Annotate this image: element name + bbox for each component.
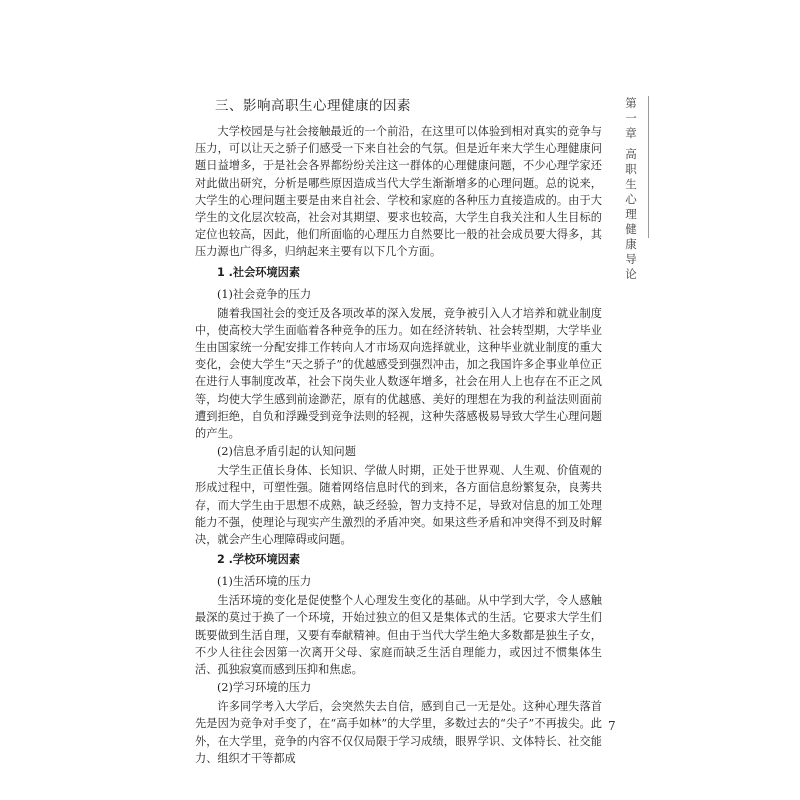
paragraph: 随着我国社会的变迁及各项改革的深入发展，竞争被引入人才培养和就业制度中，使高校大学生面临着各种竞争的压力。如在经济转轨、社会转型期，大学毕业生由国家统一分配安排工作转向人才市场双向选择就业，这种毕业就业制度的重大变化，会使大学生“天之骄子”的优越感受到强烈冲击，加之我国许多企事业单位正在进行人事制度改革，社会下岗失业人数逐年增多，社会在用人上也存在不正之风等，均使大学生感到前途渺茫，原有的优越感、美好的理想在为我的利益法则面前遭到拒绝，自负和浮躁受到竞争法则的轻视，这种失落感极易导致大学生心理问题的产生。 (195, 306, 602, 441)
page-body (195, 95, 602, 767)
paragraph: 大学校园是与社会接触最近的一个前沿，在这里可以体验到相对真实的竞争与压力，可以让天之骄子们感受一下来自社会的气氛。但是近年来大学生心理健康问题日益增多，于是社会各界都纷纷关注这一群体的心理健康问题，不少心理学家还对此做出研究，分析是哪些原因造成当代大学生渐渐增多的心理问题。总的说来，大学生的心理问题主要是由来自社会、学校和家庭的各种压力直接造成的。由于大学生的文化层次较高，社会对其期望、要求也较高，大学生自我关注和人生目标的定位也较高，因此，他们所面临的心理压力自然要比一般的社会成员要大得多，其压力源也广得多，归纳起来主要有以下几个方面。 (195, 125, 602, 259)
sub-subsection-heading: (1)生活环境的压力 (217, 575, 312, 589)
subsection-heading: 1 .社会环境因素 (217, 265, 301, 279)
paragraph: 许多同学考入大学后，会突然失去自信，感到自己一无是处。这种心理失落首先是因为竞争对手变了，在“高手如林”的大学里，多数过去的“尖子”不再拔尖。此外，在大学里，竞争的内容不仅仅局限于学习成绩，眼界学识、文体特长、社交能力、组织才干等都成 (195, 700, 602, 765)
section-heading: 三、影响高职生心理健康的因素 (215, 98, 411, 114)
chapter-title: 高职生心理健康导论 (625, 147, 637, 281)
page-number: 7 (608, 719, 616, 733)
subsection-heading: 2 .学校环境因素 (217, 553, 301, 567)
paragraph: 生活环境的变化是促使整个人心理发生变化的基础。从中学到大学，令人感触最深的莫过于换了一个环境，开始过独立的但又是集体式的生活。它要求大学生们既要做到生活自理，又要有奉献精神。但由于当代大学生绝大多数都是独生子女，不少人往往会因第一次离开父母、家庭而缺乏生活自理能力，或因过不惯集体生活、孤独寂寞而感到压抑和焦虑。 (195, 594, 602, 677)
sub-subsection-heading: (2)信息矛盾引起的认知问题 (217, 445, 356, 459)
sub-subsection-heading: (1)社会竞争的压力 (217, 287, 312, 301)
margin-rule (648, 96, 649, 238)
running-header (623, 96, 639, 282)
paragraph: 大学生正值长身体、长知识、学做人时期，正处于世界观、人生观、价值观的形成过程中，可塑性强。随着网络信息时代的到来，各方面信息纷繁复杂，良莠共存，而大学生由于思想不成熟，缺乏经验，智力支持不足，导致对信息的加工处理能力不强，使理论与现实产生激烈的矛盾冲突。如果这些矛盾和冲突得不到及时解决，就会产生心理障碍或问题。 (195, 464, 602, 547)
sub-subsection-heading: (2)学习环境的压力 (217, 681, 312, 695)
chapter-label: 第一章 (625, 96, 637, 140)
